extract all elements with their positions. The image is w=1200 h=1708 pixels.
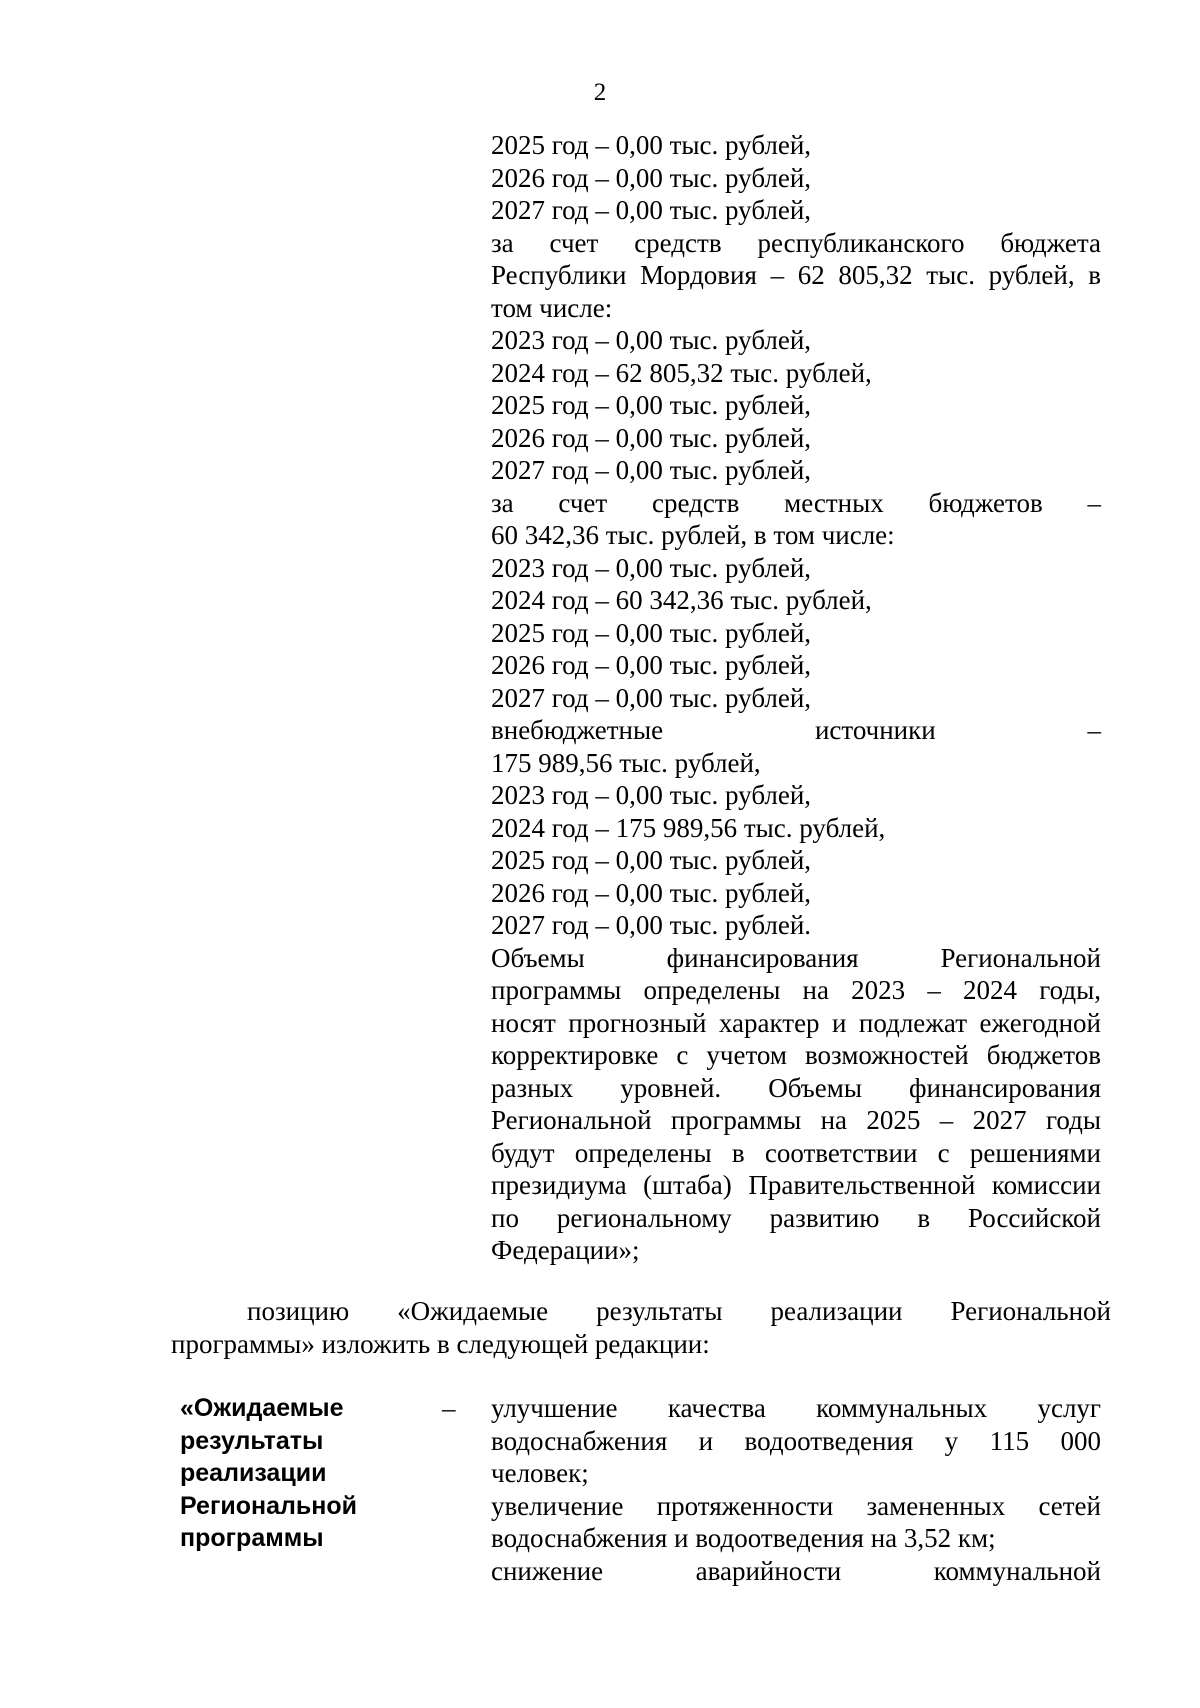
- financing-line: за счет средств местных бюджетов –: [491, 487, 1101, 518]
- row-dash: –: [442, 1393, 456, 1423]
- results-line: улучшение качества коммунальных услуг: [491, 1393, 1101, 1423]
- expected-results-text: [491, 1392, 1101, 1587]
- results-line: снижение аварийности коммунальной: [491, 1555, 1101, 1586]
- financing-line: 2026 год – 0,00 тыс. рублей,: [491, 162, 812, 193]
- heading-line: программы: [180, 1524, 324, 1552]
- financing-line: 2024 год – 175 989,56 тыс. рублей,: [491, 812, 886, 843]
- page-number: 2: [593, 79, 607, 106]
- financing-line: 60 342,36 тыс. рублей, в том числе:: [491, 520, 895, 550]
- financing-volumes-text: [491, 129, 1101, 1267]
- financing-line: разных уровней. Объемы финансирования: [491, 1072, 1101, 1103]
- financing-line: будут определены в соответствии с решениями: [491, 1137, 1101, 1168]
- expected-results-heading: [180, 1392, 430, 1555]
- results-line: увеличение протяженности замененных сетей: [491, 1490, 1101, 1521]
- financing-line: 2025 год – 0,00 тыс. рублей,: [491, 845, 812, 875]
- financing-line: 2026 год – 0,00 тыс. рублей,: [491, 877, 812, 908]
- financing-line: 2024 год – 60 342,36 тыс. рублей,: [491, 585, 872, 615]
- financing-line: 2023 год – 0,00 тыс. рублей,: [491, 325, 812, 355]
- financing-line: 2026 год – 0,00 тыс. рублей,: [491, 422, 812, 453]
- amendment-instruction-line: позицию «Ожидаемые результаты реализации Региональной: [247, 1296, 1111, 1326]
- financing-line: 2025 год – 0,00 тыс. рублей,: [491, 390, 812, 420]
- financing-line: корректировке с учетом возможностей бюджетов: [491, 1040, 1101, 1070]
- amendment-instruction: [171, 1295, 1111, 1360]
- results-line: водоснабжения и водоотведения у 115 000: [491, 1425, 1101, 1456]
- financing-line: 175 989,56 тыс. рублей,: [491, 747, 761, 778]
- financing-line: 2026 год – 0,00 тыс. рублей,: [491, 650, 812, 680]
- heading-line: Региональной: [180, 1491, 358, 1520]
- heading-line: результаты: [180, 1426, 324, 1455]
- financing-line: 2027 год – 0,00 тыс. рублей,: [491, 195, 812, 225]
- amendment-instruction-line: программы» изложить в следующей редакции:: [171, 1328, 710, 1359]
- financing-line: Объемы финансирования Региональной: [491, 942, 1101, 973]
- financing-line: программы определены на 2023 – 2024 годы,: [491, 975, 1101, 1005]
- results-line: человек;: [491, 1458, 589, 1488]
- financing-line: внебюджетные источники –: [491, 715, 1101, 745]
- financing-line: 2027 год – 0,00 тыс. рублей,: [491, 682, 812, 713]
- financing-line: Республики Мордовия – 62 805,32 тыс. рублей, в: [491, 260, 1101, 290]
- financing-line: 2025 год – 0,00 тыс. рублей,: [491, 617, 812, 648]
- financing-line: президиума (штаба) Правительственной комиссии: [491, 1170, 1101, 1200]
- financing-line: Федерации»;: [491, 1235, 640, 1265]
- financing-line: 2023 год – 0,00 тыс. рублей,: [491, 552, 812, 583]
- financing-line: 2027 год – 0,00 тыс. рублей,: [491, 455, 812, 485]
- financing-line: 2025 год – 0,00 тыс. рублей,: [491, 130, 812, 160]
- financing-line: за счет средств республиканского бюджета: [491, 227, 1101, 258]
- heading-line: «Ожидаемые: [180, 1394, 344, 1422]
- results-line: водоснабжения и водоотведения на 3,52 км;: [491, 1523, 996, 1553]
- financing-line: 2027 год – 0,00 тыс. рублей.: [491, 910, 812, 940]
- expected-results-row: [180, 1392, 1100, 1662]
- financing-line: носят прогнозный характер и подлежат ежегодной: [491, 1007, 1101, 1038]
- heading-line: реализации: [180, 1459, 327, 1487]
- financing-line: по региональному развитию в Российской: [491, 1202, 1101, 1233]
- financing-line: 2023 год – 0,00 тыс. рублей,: [491, 780, 812, 810]
- financing-line: том числе:: [491, 292, 613, 323]
- financing-line: Региональной программы на 2025 – 2027 годы: [491, 1105, 1101, 1135]
- financing-line: 2024 год – 62 805,32 тыс. рублей,: [491, 357, 872, 388]
